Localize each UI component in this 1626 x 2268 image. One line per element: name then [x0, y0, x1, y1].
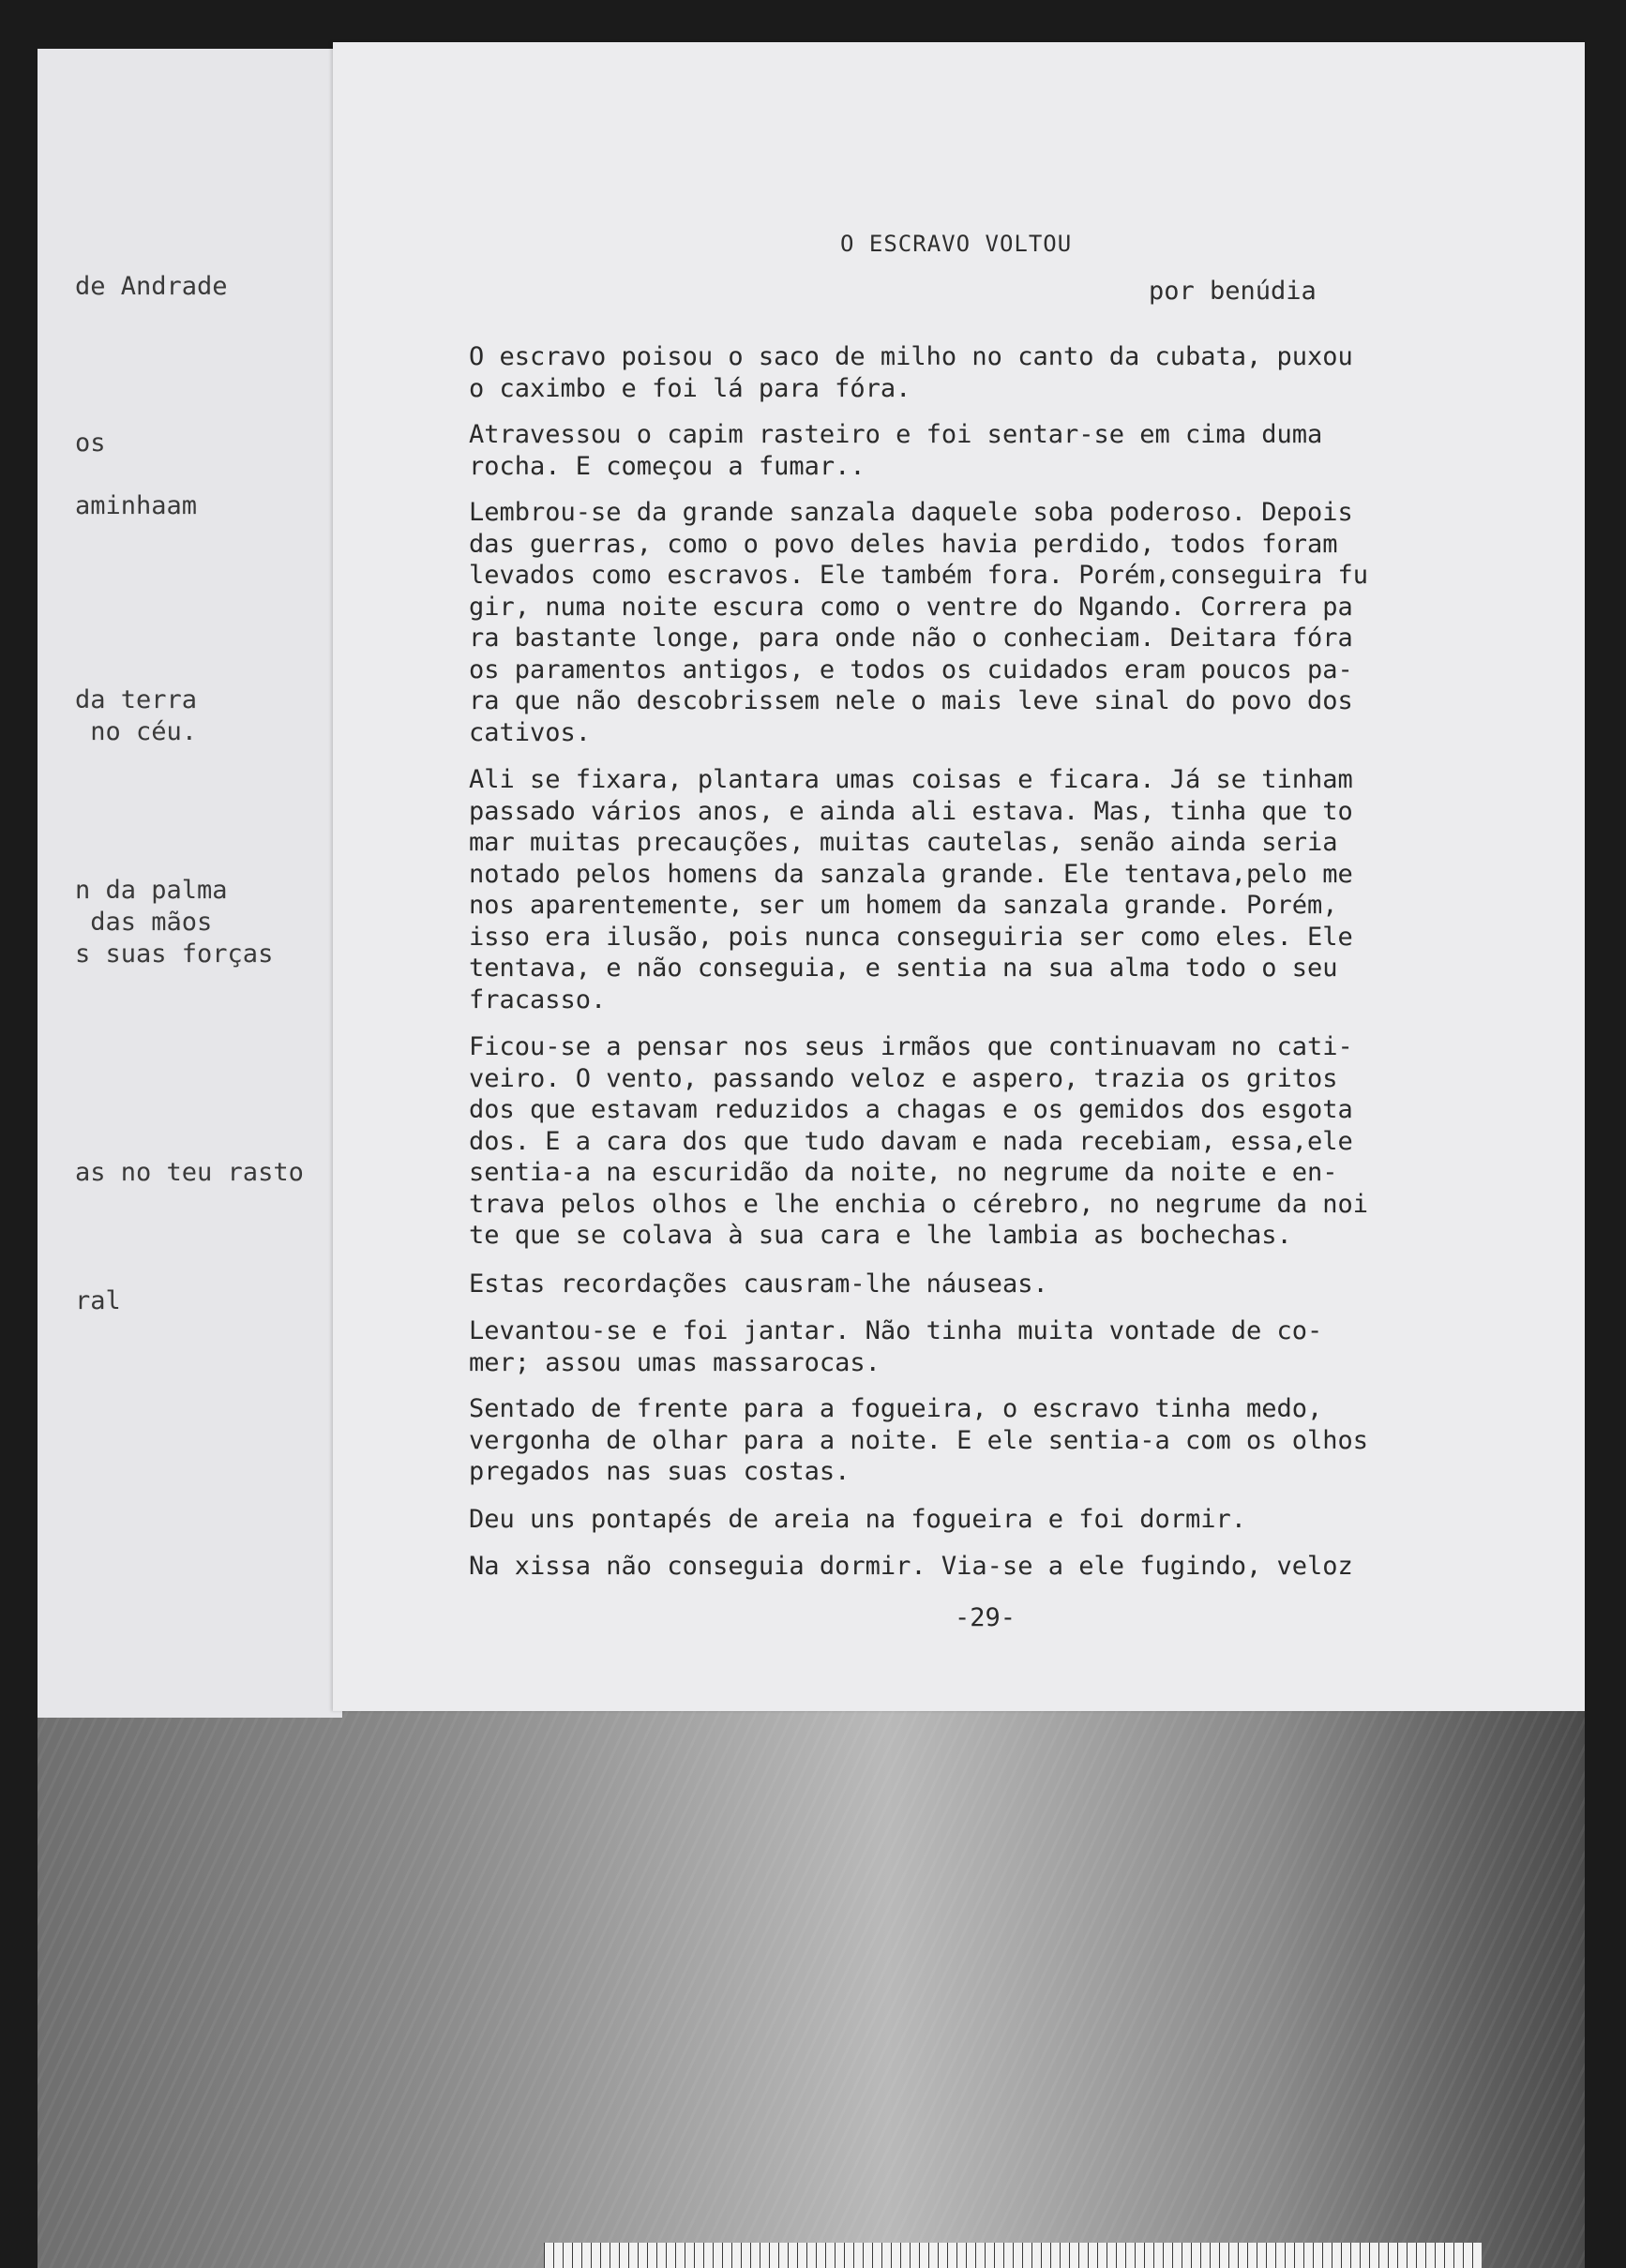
photo-background — [38, 1706, 1585, 2268]
left-page-fragment: ral — [75, 1286, 121, 1315]
paragraph: Ali se fixara, plantara umas coisas e ficara. Já se tinham passado vários anos, e ainda ali estava. Mas, tinha que to mar muitas precauções, muitas cautelas, senão ainda seria notado pelos homens da sanzala grande. Ele tentava,pelo me nos aparentemente, ser um homem da sanzala grande. Porém, isso era ilusão, pois nunca conseguiria ser como eles. Ele tentava, e não conseguia, e sentia na sua alma todo o seu fracasso. — [469, 765, 1353, 1014]
left-page-fragment: os — [75, 428, 106, 458]
left-page-fragment: no céu. — [75, 717, 198, 746]
story-title: O ESCRAVO VOLTOU — [840, 231, 1073, 257]
paragraph: Levantou-se e foi jantar. Não tinha muita vontade de co- mer; assou umas massarocas. — [469, 1316, 1323, 1377]
left-page-fragment: s suas forças — [75, 939, 274, 969]
measurement-ruler — [544, 2243, 1482, 2268]
paragraph: O escravo poisou o saco de milho no canto da cubata, puxou o caximbo e foi lá para fóra. — [469, 342, 1353, 403]
paragraph: Atravessou o capim rasteiro e foi sentar-se em cima duma rocha. E começou a fumar.. — [469, 420, 1323, 481]
left-page-fragment: da terra — [75, 685, 198, 714]
paragraph: Deu uns pontapés de areia na fogueira e foi dormir. — [469, 1505, 1247, 1534]
left-page-fragment: de Andrade — [75, 272, 228, 301]
paragraph: Estas recordações causram-lhe náuseas. — [469, 1269, 1048, 1299]
left-page-fragment: n da palma — [75, 876, 228, 905]
page-number: -29- — [955, 1603, 1016, 1632]
left-page — [38, 49, 342, 1718]
paragraph: Lembrou-se da grande sanzala daquele soba poderoso. Depois das guerras, como o povo deles havia perdido, todos foram levados como escravos. Ele também fora. Porém,conseguira fu gir, numa noite escura como o ventre do Ngando. Correra pa ra bastante longe, para onde não o conheciam. Deitara fóra os paramentos antigos, e todos os cuidados eram poucos pa- ra que não descobrissem nele o mais leve sinal do povo dos cativos. — [469, 498, 1369, 747]
story-byline: por benúdia — [1149, 277, 1317, 306]
paragraph: Ficou-se a pensar nos seus irmãos que continuavam no cati- veiro. O vento, passando veloz e aspero, trazia os gritos dos que estavam reduzidos a chagas e os gemidos dos esgota dos. E a cara dos que tudo davam e nada recebiam, essa,ele sentia-a na escuridão da noite, no negrume da noite e en- trava pelos olhos e lhe enchia o cérebro, no negrume da noi te que se colava à sua cara e lhe lambia as bochechas. — [469, 1032, 1369, 1250]
paragraph: Sentado de frente para a fogueira, o escravo tinha medo, vergonha de olhar para a noite. E ele sentia-a com os olhos pregados nas suas costas. — [469, 1394, 1369, 1486]
left-page-fragment: das mãos — [75, 908, 213, 937]
left-page-fragment: aminhaam — [75, 491, 198, 520]
left-page-fragment: as no teu rasto — [75, 1158, 304, 1187]
paragraph: Na xissa não conseguia dormir. Via-se a ele fugindo, veloz — [469, 1552, 1353, 1581]
